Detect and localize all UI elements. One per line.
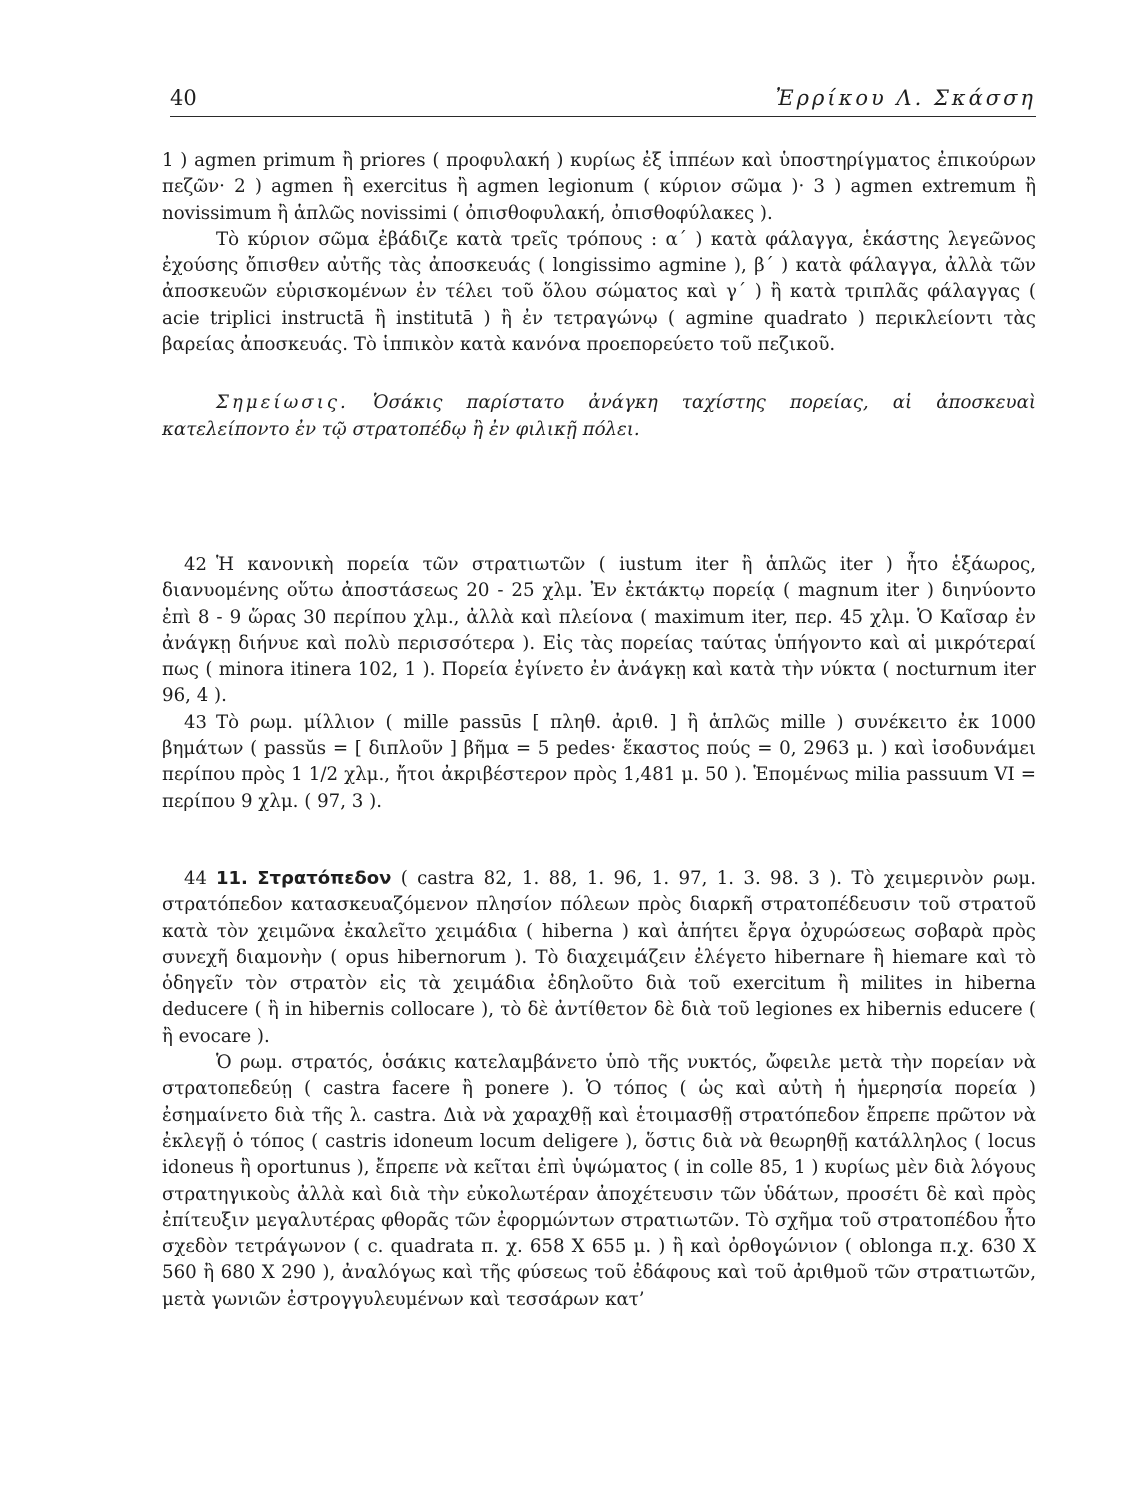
header-rule (170, 116, 1036, 117)
margin-number: 43 (184, 711, 207, 733)
paragraph-agmen: 1 ) agmen primum ἢ priores ( προφυλακή ) κυρίως ἐξ ἱππέων καὶ ὑποστηρίγματος ἐπικούρων πεζῶν· 2 ) agmen ἢ exercitus ἢ agmen legionum ( κύριον σῶμα )· 3 ) agmen extremum ἢ novissimum ἢ ἁπλῶς novissimi ( ὀπισθοφυλακή, ὀπισθοφύλακες ). (162, 150, 1036, 224)
entry-text: Τὸ ρωμ. μίλλιον ( mille passūs [ πληθ. ἀριθ. ] ἢ ἁπλῶς mille ) συνέκειτο ἐκ 1000 βημάτων ( passŭs = [ διπλοῦν ] βῆμα = 5 pedes· ἕκαστος πούς = 0, 2963 μ. ) καὶ ἰσοδυνάμει περίπου πρὸς 1 1/2 χλμ., ἤτοι ἀκριβέστερον πρὸς 1,481 μ. 50 ). Ἑπομένως milia passuum VI = περίπου 9 χλμ. ( 97, 3 ). (162, 711, 1036, 812)
margin-number: 44 (184, 868, 207, 889)
note-paragraph (162, 390, 1036, 443)
running-title: Ἐρρίκου Λ. Σκάσση (775, 86, 1036, 110)
note-label: Σημείωσις. (216, 392, 349, 414)
margin-number: 42 (184, 554, 207, 575)
section-11-paragraph (162, 866, 1036, 1050)
page-header (170, 86, 1036, 118)
text-block-camp (162, 866, 1036, 1313)
paragraph-main-body: Τὸ κύριον σῶμα ἐβάδιζε κατὰ τρεῖς τρόπους : α΄ ) κατὰ φάλαγγα, ἑκάστης λεγεῶνος ἐχούσης ὄπισθεν αὐτῆς τὰς ἀποσκευάς ( longissimo agmine ), β΄ ) κατὰ φάλαγγα, ἀλλὰ τῶν ἀποσκευῶν εὑρισκομένων ἐν τέλει τοῦ ὅλου σώματος καὶ γ΄ ) ἢ κατὰ τριπλᾶς φάλαγγας ( acie triplici instructā ἢ institutā ) ἢ ἐν τετραγώνῳ ( agmine quadrato ) περικλείοντι τὰς βαρείας ἀποσκευάς. Τὸ ἱππικὸν κατὰ κανόνα προεπορεύετο τοῦ πεζικοῦ. (162, 228, 1036, 356)
paragraph-camp-site: Ὁ ρωμ. στρατός, ὁσάκις κατελαμβάνετο ὑπὸ τῆς νυκτός, ὤφειλε μετὰ τὴν πορείαν νὰ στρατοπεδεύῃ ( castra facere ἢ ponere ). Ὁ τόπος ( ὡς καὶ αὐτὴ ἡ ἡμερησία πορεία ) ἐσημαίνετο διὰ τῆς λ. castra. Διὰ νὰ χαραχθῇ καὶ ἑτοιμασθῇ στρατόπεδον ἔπρεπε πρῶτον νὰ ἐκλεγῇ ὁ τόπος ( castris idoneum locum deligere ), ὅστις διὰ νὰ θεωρηθῇ κατάλληλος ( locus idoneus ἢ oportunus ), ἔπρεπε νὰ κεῖται ἐπὶ ὑψώματος ( in colle 85, 1 ) κυρίως μὲν διὰ λόγους στρατηγικοὺς ἀλλὰ καὶ διὰ τὴν εὐκολωτέραν ἀποχέτευσιν τῶν ὑδάτων, προσέτι δὲ καὶ πρὸς ἐπίτευξιν μεγαλυτέρας φθορᾶς τῶν ἐφορμώντων στρατιωτῶν. Τὸ σχῆμα τοῦ στρατοπέδου ἦτο σχεδὸν τετράγωνον ( c. quadrata π. χ. 658 X 655 μ. ) ἢ καὶ ὀρθογώνιον ( oblonga π.χ. 630 X 560 ἢ 680 X 290 ), ἀναλόγως καὶ τῆς φύσεως τοῦ ἐδάφους καὶ τοῦ ἀριθμοῦ τῶν στρατιωτῶν, μετὰ γωνιῶν ἐστρογγυλευμένων καὶ τεσσάρων κατ’ (162, 1052, 1036, 1310)
text-block-march-order (162, 148, 1036, 469)
section-title: Στρατόπεδον (257, 868, 392, 889)
text-block-marches (162, 552, 1036, 815)
section-number: 11. (216, 868, 248, 889)
entry-42 (162, 552, 1036, 710)
entry-text: Ἡ κανονικὴ πορεία τῶν στρατιωτῶν ( iustum iter ἢ ἁπλῶς iter ) ἦτο ἑξάωρος, διανυομένης οὕτω ἀποστάσεως 20 - 25 χλμ. Ἐν ἐκτάκτῳ πορείᾳ ( magnum iter ) διηνύοντο ἐπὶ 8 - 9 ὥρας 30 περίπου χλμ., ἀλλὰ καὶ πλείονα ( maximum iter, περ. 45 χλμ. Ὁ Καῖσαρ ἐν ἀνάγκῃ διήνυε καὶ πολὺ περισσότερα ). Εἰς τὰς πορείας ταύτας ὑπήγοντο καὶ αἱ μικρότεραί πως ( minora itinera 102, 1 ). Πορεία ἐγίνετο ἐν ἀνάγκῃ καὶ κατὰ τὴν νύκτα ( nocturnum iter 96, 4 ). (162, 554, 1036, 707)
page-number: 40 (170, 86, 197, 110)
section-text: ( castra 82, 1. 88, 1. 96, 1. 97, 1. 3. 98. 3 ). Τὸ χειμερινὸν ρωμ. στρατόπεδον κατασκευαζόμενον πλησίον πόλεων πρὸς διαρκῆ στρατοπέδευσιν τοῦ στρατοῦ κατὰ τὸν χειμῶνα ἐκαλεῖτο χειμάδια ( hiberna ) καὶ ἀπήτει ἔργα ὀχυρώσεως σοβαρὰ πρὸς συνεχῆ διαμονὴν ( opus hibernorum ). Τὸ διαχειμάζειν ἐλέγετο hibernare ἢ hiemare καὶ τὸ ὁδηγεῖν τὸν στρατὸν εἰς τὰ χειμάδια ἐδηλοῦτο διὰ τοῦ exercitum ἢ milites in hiberna deducere ( ἢ in hibernis collocare ), τὸ δὲ ἀντίθετον δὲ διὰ τοῦ legiones ex hibernis educere ( ἢ evocare ). (162, 868, 1036, 1047)
note-text: Ὁσάκις παρίστατο ἀνάγκη ταχίστης πορείας, αἱ ἀποσκευαὶ κατελείποντο ἐν τῷ στρατοπέδῳ ἢ ἐν φιλικῇ πόλει. (162, 392, 1036, 440)
entry-43 (162, 710, 1036, 815)
